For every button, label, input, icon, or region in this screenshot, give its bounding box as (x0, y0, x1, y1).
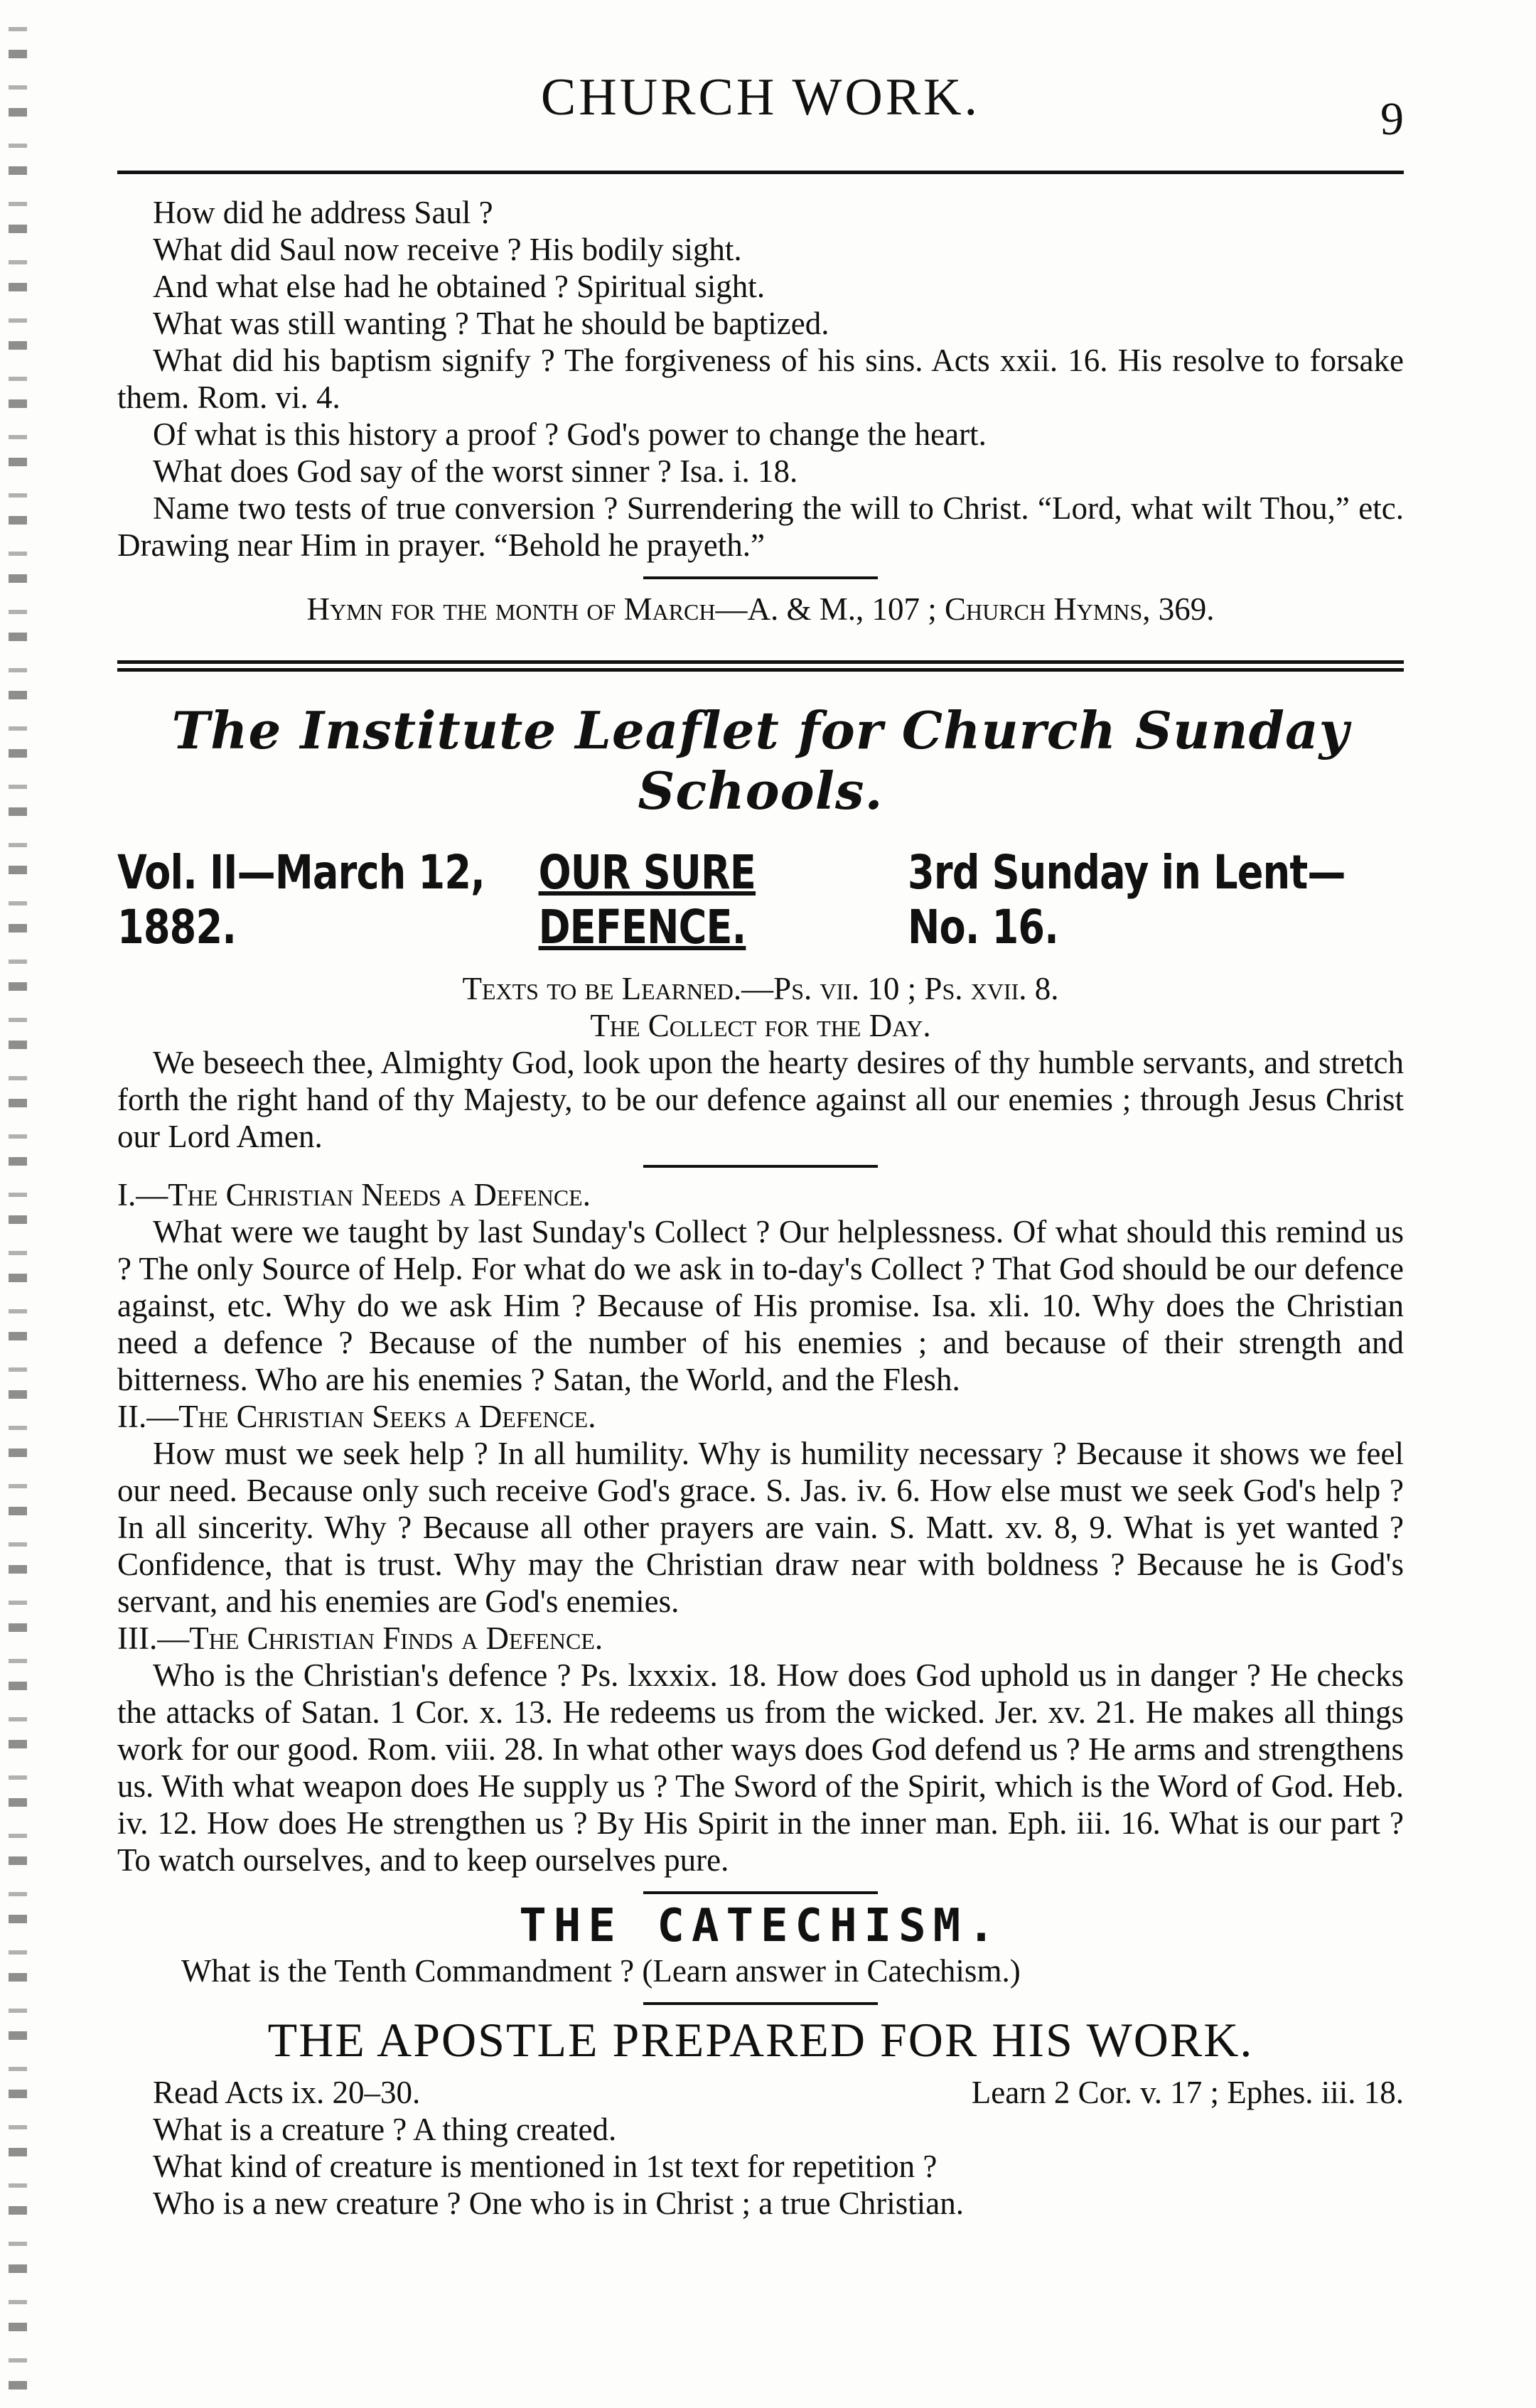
question-line: What did Saul now receive ? His bodily sight. (153, 232, 742, 267)
collect-heading: The Collect for the Day. (590, 1008, 931, 1043)
leaflet-masthead: The Institute Leaflet for Church Sunday Schools. (171, 700, 1350, 821)
catechism-question: What is the Tenth Commandment ? (Learn answer in Catechism.) (181, 1953, 1021, 1989)
issue-sunday: 3rd Sunday in Lent—No. 16. (907, 845, 1346, 955)
apostle-title: THE APOSTLE PREPARED FOR HIS WORK. (267, 2013, 1254, 2067)
section-body: Who is the Christian's defence ? Ps. lxxxix. 18. How does God uphold us in danger ? He checks the attacks of Satan. 1 Cor. x. 13. He redeems us from the wicked. Jer. xv. 21. He makes all things work for our good. Rom. viii. 28. In what other ways does God defend us ? He arms and strengthens us. With what weapon does He supply us ? The Sword of the Spirit, which is the Word of God. Heb. iv. 12. How does He strengthen us ? By His Spirit in the inner man. Eph. iii. 16. What is our part ? To watch ourselves, and to keep ourselves pure. (117, 1657, 1404, 1878)
section-body: What were we taught by last Sunday's Collect ? Our helplessness. Of what should this remind us ? The only Source of Help. For what do we ask in to-day's Collect ? That God should be our defence against, etc. Why do we ask Him ? Because of His promise. Isa. xli. 10. Why does the Christian need a defence ? Because of the number of his enemies ; and because of their strength and bitterness. Who are his enemies ? Satan, the World, and the Flesh. (117, 1214, 1404, 1397)
question-line: What does God say of the worst sinner ? Isa. i. 18. (153, 453, 798, 489)
read-reference: Read Acts ix. 20–30. (153, 2075, 421, 2110)
section-heading: III.—The Christian Finds a Defence. (117, 1620, 603, 1656)
section-heading: I.—The Christian Needs a Defence. (117, 1177, 591, 1213)
question-line: What is a creature ? A thing created. (153, 2112, 617, 2147)
collect-text: We beseech thee, Almighty God, look upon the hearty desires of thy humble servants, and stretch forth the right hand of thy Majesty, to be our defence against all our enemies ; through Jesus Christ our Lord Amen. (117, 1045, 1404, 1154)
lesson-title: OUR SURE DEFENCE. (538, 845, 756, 955)
question-line: What kind of creature is mentioned in 1st text for repetition ? (153, 2149, 938, 2184)
scan-binding-edge (9, 0, 27, 2408)
section-body: How must we seek help ? In all humility. Why is humility necessary ? Because it shows we feel our need. Because only such receive God's grace. S. Jas. iv. 6. How else must we seek God's help ? In all sincerity. Why ? Because all other prayers are vain. S. Matt. xv. 8, 9. What is yet wanted ? Confidence, that is trust. Why may the Christian draw near with boldness ? Because he is God's servant, and his enemies are God's enemies. (117, 1436, 1404, 1619)
double-rule (117, 660, 1404, 672)
texts-to-learn: Texts to be Learned.—Ps. vii. 10 ; Ps. xvii. 8. (462, 971, 1059, 1006)
question-line: Name two tests of true conversion ? Surrendering the will to Christ. “Lord, what wilt Thou,” etc. Drawing near Him in prayer. “Behold he prayeth.” (117, 490, 1404, 563)
running-title: CHURCH WORK. (540, 68, 981, 127)
prior-lesson (117, 194, 1404, 564)
issue-line (117, 845, 1405, 955)
hymn-line: Hymn for the month of March—A. & M., 107 ; Church Hymns, 369. (306, 591, 1215, 627)
question-line: What was still wanting ? That he should be baptized. (153, 306, 829, 341)
question-line: Who is a new creature ? One who is in Christ ; a true Christian. (153, 2186, 964, 2221)
learn-reference: Learn 2 Cor. v. 17 ; Ephes. iii. 18. (971, 2075, 1404, 2110)
question-line: And what else had he obtained ? Spiritual sight. (153, 269, 766, 304)
reading-line (117, 2074, 1404, 2111)
page-header (117, 0, 1404, 171)
page-number: 9 (1380, 93, 1404, 145)
issue-volume: Vol. II—March 12, 1882. (117, 845, 485, 955)
question-line: What did his baptism signify ? The forgiveness of his sins. Acts xxii. 16. His resolve to forsake them. Rom. vi. 4. (117, 343, 1404, 415)
section-heading: II.—The Christian Seeks a Defence. (117, 1399, 596, 1434)
question-line: How did he address Saul ? (153, 195, 493, 230)
page (117, 0, 1404, 2222)
question-line: Of what is this history a proof ? God's power to change the heart. (153, 416, 987, 452)
catechism-title: THE CATECHISM. (519, 1900, 1002, 1952)
